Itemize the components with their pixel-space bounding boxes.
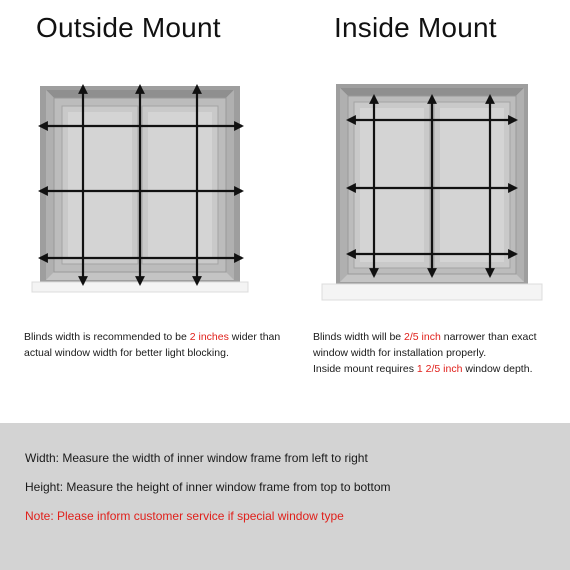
inside-desc-text-4: window depth.	[462, 363, 533, 375]
inside-desc-highlight-1: 2/5 inch	[404, 331, 441, 343]
outside-desc-text-2: wider than actual window width for better light blocking.	[24, 331, 281, 359]
outside-mount-description	[24, 329, 286, 361]
window-sill	[322, 284, 542, 300]
width-note: Width: Measure the width of inner window frame from left to right	[25, 451, 368, 465]
inside-desc-text-1: Blinds width will be	[313, 331, 405, 343]
inside-desc-highlight-2: 1 2/5 inch	[416, 363, 463, 375]
inside-desc-text-3: Inside mount requires	[313, 363, 417, 375]
inside-desc-line-2	[313, 361, 563, 377]
outside-desc-text-1: Blinds width is recommended to be	[24, 331, 190, 343]
height-note: Height: Measure the height of inner window frame from top to bottom	[25, 480, 391, 494]
inside-mount-title: Inside Mount	[334, 12, 497, 43]
inside-desc-line-1	[313, 329, 563, 361]
inside-mount-window-illustration	[316, 78, 548, 310]
measurement-notes-panel	[0, 423, 570, 570]
outside-mount-window-illustration	[28, 78, 258, 310]
outside-mount-title: Outside Mount	[36, 12, 221, 43]
outside-desc-highlight: 2 inches	[189, 331, 229, 343]
special-window-note: Note: Please inform customer service if special window type	[25, 509, 344, 523]
inside-mount-description	[313, 329, 563, 377]
inside-desc-text-2: narrower than exact window width for installation properly.	[313, 331, 537, 359]
